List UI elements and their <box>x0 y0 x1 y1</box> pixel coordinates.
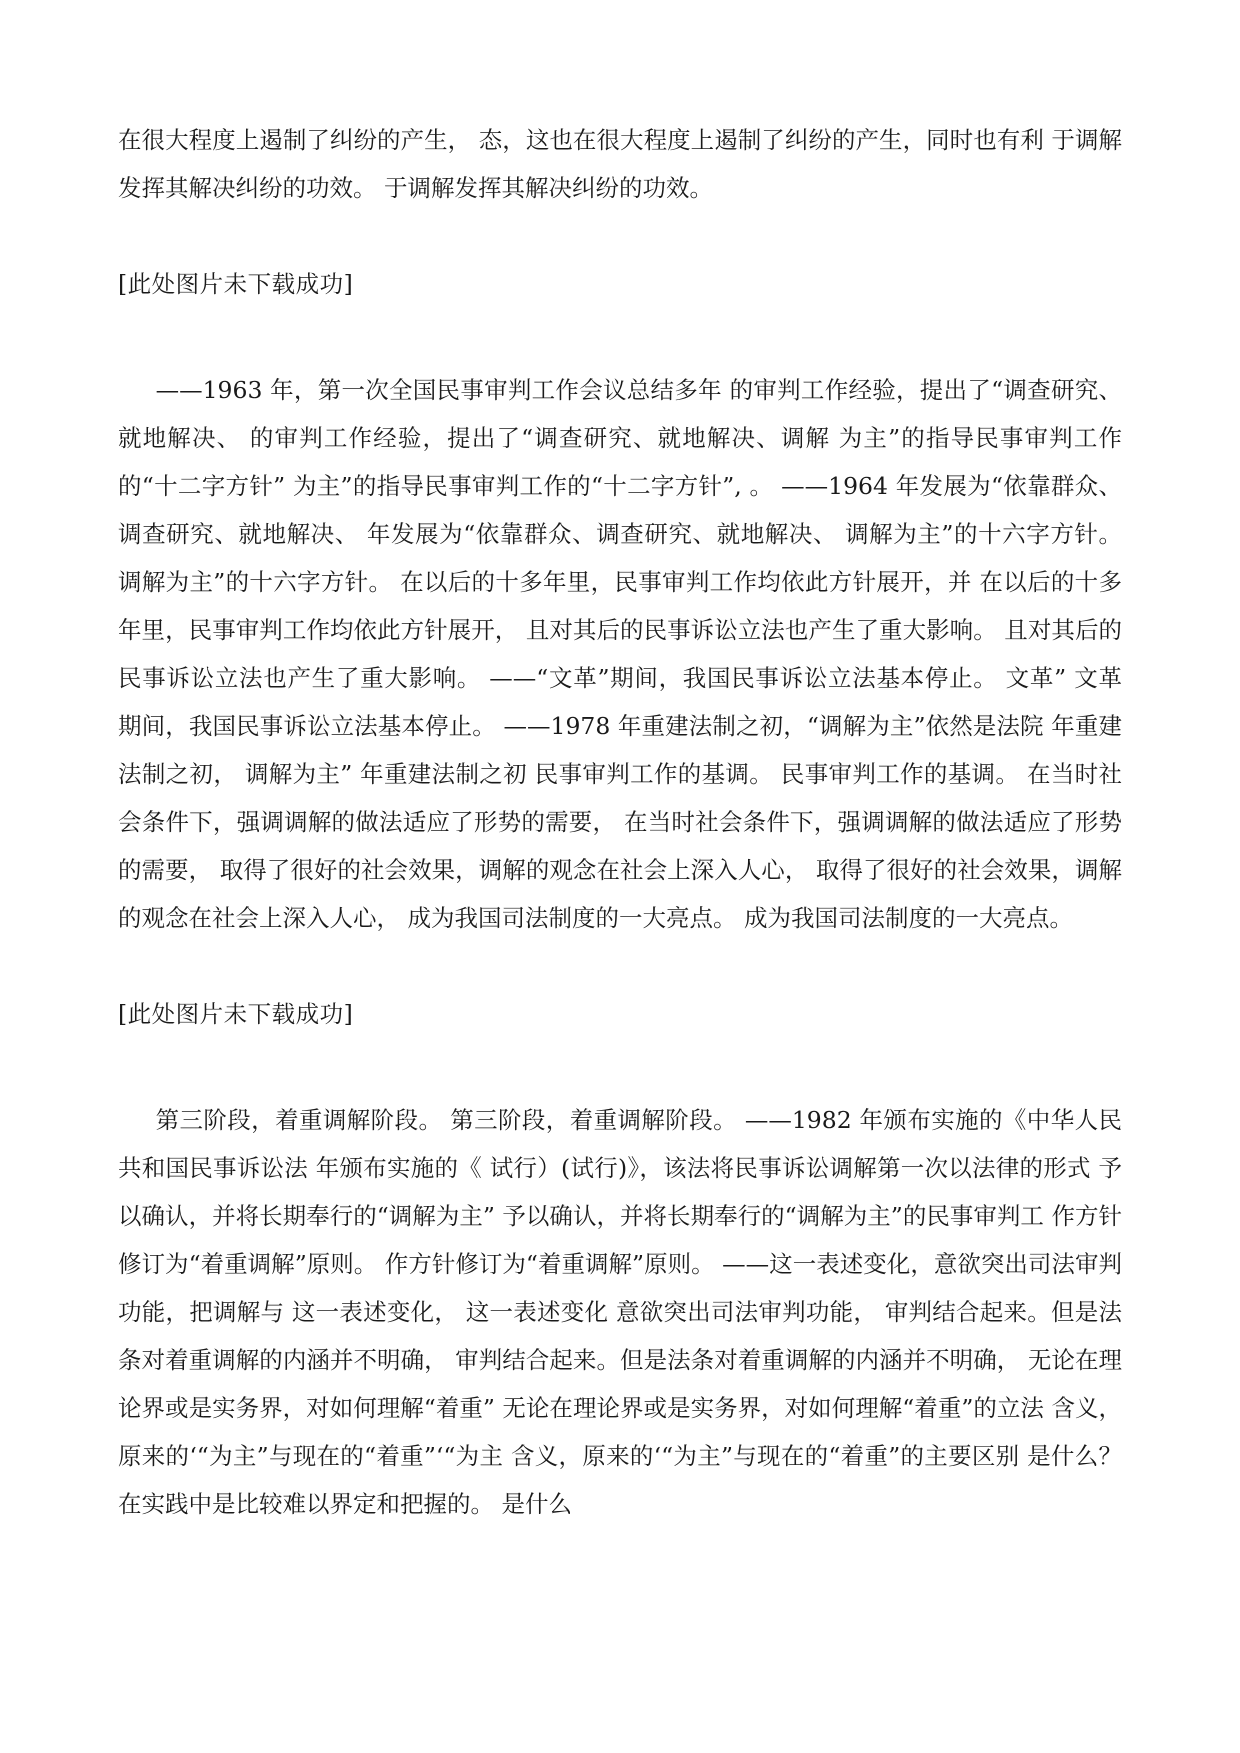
paragraph-gap <box>118 212 1122 260</box>
paragraph-gap <box>118 308 1122 366</box>
image-placeholder-1: [此处图片未下载成功] <box>118 270 354 298</box>
paragraph-gap <box>118 1038 1122 1096</box>
paragraph-third-stage: 第三阶段，着重调解阶段。 第三阶段，着重调解阶段。 ——1982 年颁布实施的《中华人民共和国民事诉讼法 年颁布实施的《 试行）(试行)》，该法将民事诉讼调解第一次以法律的形式 予以确认，并将长期奉行的“调解为主” 予以确认，并将长期奉行的“调解为主”的民事审判工 作方针修订为“着重调解”原则。 作方针修订为“着重调解”原则。 ——这一表述变化，意欲突出司法审判功能，把调解与 这一表述变化， 这一表述变化 意欲突出司法审判功能， 审判结合起来。但是法条对着重调解的内涵并不明确， 审判结合起来。但是法条对着重调解的内涵并不明确， 无论在理论界或是实务界，对如何理解“着重” 无论在理论界或是实务界，对如何理解“着重”的立法 含义，原来的‘“为主”与现在的“着重”‘“为主 含义，原来的‘“为主”与现在的“着重”的主要区别 是什么？在实践中是比较难以界定和把握的。 是什么 <box>118 1106 1122 1518</box>
paragraph-gap <box>118 942 1122 990</box>
image-placeholder-2: [此处图片未下载成功] <box>118 1000 354 1028</box>
paragraph-history-1963-1978: ——1963 年，第一次全国民事审判工作会议总结多年 的审判工作经验，提出了“调查研究、就地解决、 的审判工作经验，提出了“调查研究、就地解决、调解 为主”的指导民事审判工作的“十二字方针” 为主”的指导民事审判工作的“十二字方针”, 。 ——1964 年发展为“依靠群众、调查研究、就地解决、 年发展为“依靠群众、调查研究、就地解决、 调解为主”的十六字方针。 调解为主”的十六字方针。 在以后的十多年里，民事审判工作均依此方针展开，并 在以后的十多年里，民事审判工作均依此方针展开， 且对其后的民事诉讼立法也产生了重大影响。 且对其后的民事诉讼立法也产生了重大影响。 ——“文革”期间，我国民事诉讼立法基本停止。 文革” 文革 期间，我国民事诉讼立法基本停止。 ——1978 年重建法制之初，“调解为主”依然是法院 年重建法制之初， 调解为主” 年重建法制之初 民事审判工作的基调。 民事审判工作的基调。 在当时社会条件下，强调调解的做法适应了形势的需要， 在当时社会条件下，强调调解的做法适应了形势的需要， 取得了很好的社会效果，调解的观念在社会上深入人心， 取得了很好的社会效果，调解的观念在社会上深入人心， 成为我国司法制度的一大亮点。 成为我国司法制度的一大亮点。 <box>118 376 1122 932</box>
paragraph-continuation: 在很大程度上遏制了纠纷的产生， 态，这也在很大程度上遏制了纠纷的产生，同时也有利 于调解发挥其解决纠纷的功效。 于调解发挥其解决纠纷的功效。 <box>118 126 1122 202</box>
